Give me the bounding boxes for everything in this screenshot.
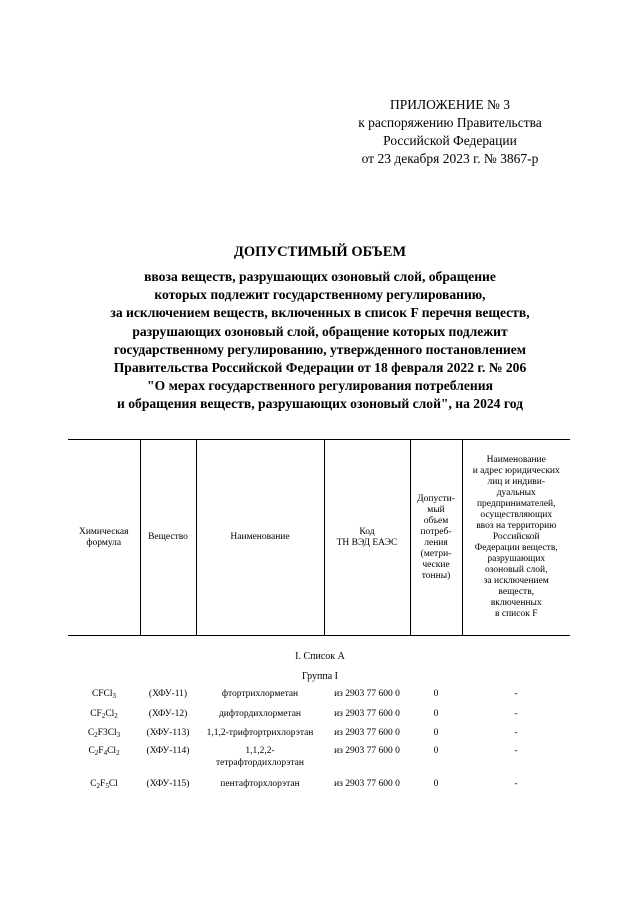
subtitle-line: "О мерах государственного регулирования потребления xyxy=(147,378,493,394)
document-subtitle xyxy=(60,268,580,414)
importer-cell: - xyxy=(514,689,518,699)
subtitle-line: и обращения веществ, разрушающих озоновый слой", на 2024 год xyxy=(117,396,523,412)
importer-cell: - xyxy=(514,746,518,756)
subtitle-line: Правительства Российской Федерации от 18 февраля 2022 г. № 206 xyxy=(113,360,527,376)
name-cell: фтортрихлорметан xyxy=(221,689,299,699)
header-code: Код ТН ВЭД ЕАЭС xyxy=(324,440,410,636)
code-cell: из 2903 77 600 0 xyxy=(334,689,400,699)
appendix-number: ПРИЛОЖЕНИЕ № 3 xyxy=(389,97,511,112)
header-name: Наименование xyxy=(196,440,324,636)
volume-cell: 0 xyxy=(433,709,439,719)
appendix-government: Российской Федерации xyxy=(383,133,517,148)
formula-cell: CFCl$_3$ xyxy=(91,689,117,700)
name-cell: дифтордихлорметан xyxy=(218,709,302,719)
substance-cell: (ХФУ-11) xyxy=(148,689,188,699)
substance-cell: (ХФУ-113) xyxy=(146,728,190,738)
substance-cell: (ХФУ-114) xyxy=(146,746,190,756)
header-importer: Наименование и адрес юридических лиц и индиви- дуальных предпринимателей, осуществляющих ввоз на территорию Российской Федерации веществ, разрушающих озоновый слой, за исключением веществ, включенных в список F xyxy=(462,440,570,636)
section-heading: I. Список А xyxy=(295,651,345,662)
importer-cell: - xyxy=(514,779,518,789)
substance-cell: (ХФУ-115) xyxy=(146,779,190,789)
code-cell: из 2903 77 600 0 xyxy=(334,779,400,789)
subtitle-line: за исключением веществ, включенных в список F перечня веществ, xyxy=(110,305,530,321)
header-formula: Химическая формула xyxy=(68,440,140,636)
volume-cell: 0 xyxy=(433,689,439,699)
name-cell-continued: тетрафтордихлорэтан xyxy=(216,758,304,768)
substance-cell: (ХФУ-12) xyxy=(148,709,188,719)
name-cell: 1,1,2,2- xyxy=(245,746,275,756)
subtitle-line: которых подлежит государственному регулированию, xyxy=(154,287,486,303)
code-cell: из 2903 77 600 0 xyxy=(334,746,400,756)
group-heading: Группа I xyxy=(302,671,338,682)
header-volume: Допусти- мый объем потреб- ления (метри- ческие тонны) xyxy=(410,440,462,636)
volume-cell: 0 xyxy=(433,746,439,756)
code-cell: из 2903 77 600 0 xyxy=(334,728,400,738)
document-title: ДОПУСТИМЫЙ ОБЪЕМ xyxy=(233,244,407,260)
volume-cell: 0 xyxy=(433,779,439,789)
formula-cell: $C_2F_5Cl$ xyxy=(90,779,118,790)
formula-cell: $C_2F3Cl_3$ xyxy=(87,728,121,739)
name-cell: пентафторхлорэтан xyxy=(220,779,300,789)
appendix-date: от 23 декабря 2023 г. № 3867-р xyxy=(361,151,539,166)
table-header xyxy=(68,439,570,636)
appendix-block xyxy=(330,96,570,168)
appendix-order: к распоряжению Правительства xyxy=(358,115,542,130)
code-cell: из 2903 77 600 0 xyxy=(334,709,400,719)
subtitle-line: государственному регулированию, утвержденного постановлением xyxy=(113,341,527,357)
subtitle-line: ввоза веществ, разрушающих озоновый слой, обращение xyxy=(144,269,496,284)
formula-cell: $C_2F_4Cl_2$ xyxy=(88,746,120,757)
importer-cell: - xyxy=(514,709,518,719)
subtitle-line: разрушающих озоновый слой, обращение которых подлежит xyxy=(132,323,508,339)
header-substance: Вещество xyxy=(140,440,196,636)
name-cell: 1,1,2-трифтортрихлорэтан xyxy=(206,728,314,738)
volume-cell: 0 xyxy=(433,728,439,738)
importer-cell: - xyxy=(514,728,518,738)
formula-cell: $CF_2Cl_2$ xyxy=(90,709,118,720)
